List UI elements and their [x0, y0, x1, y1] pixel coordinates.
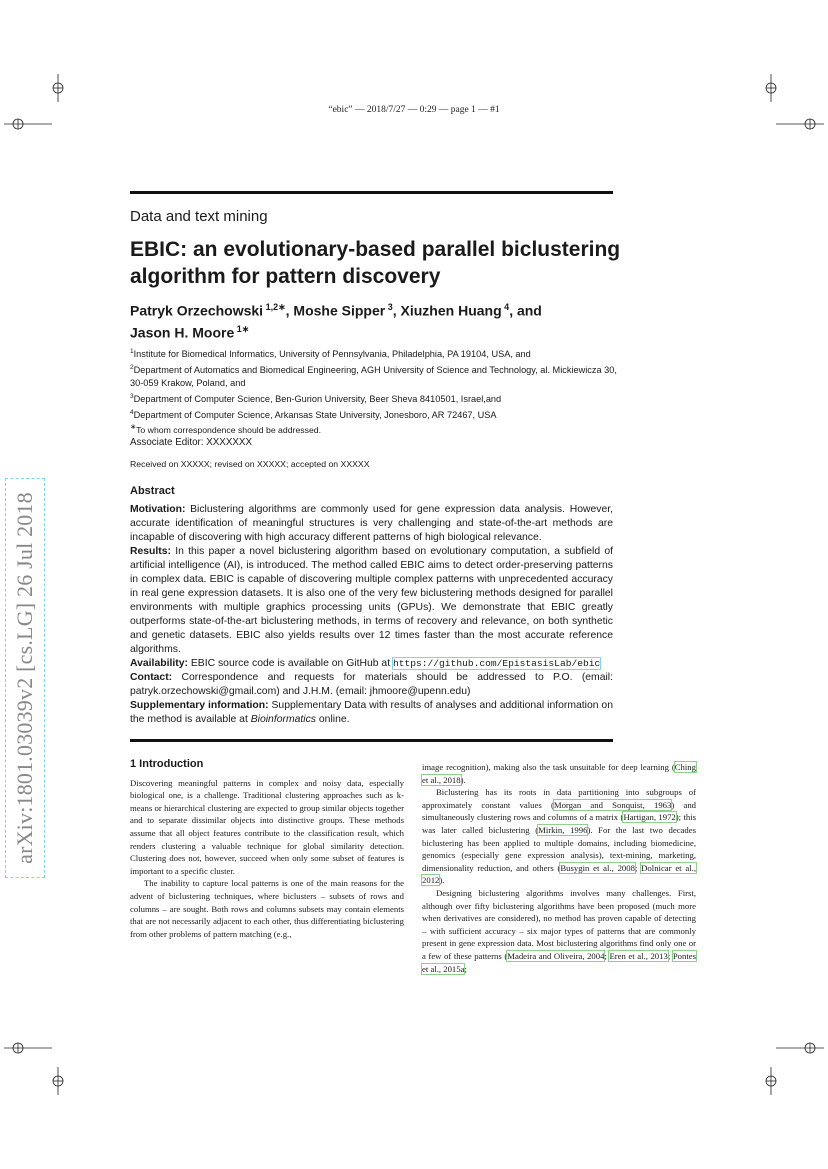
arxiv-stamp-text: arXiv:1801.03039v2 [cs.LG] 26 Jul 2018	[12, 492, 38, 864]
crop-mark-top-left-upper	[44, 74, 72, 102]
section-rule	[130, 739, 613, 742]
crop-mark-bottom-left-side	[4, 1034, 32, 1062]
abstract-supplementary: Supplementary information: Supplementary Data with results of analyses and additional information on the method is available at Bioinformatics online.	[130, 700, 613, 725]
paragraph: Biclustering has its roots in data partitioning into subgroups of approximately constant values (Morgan and Sonquist, 1963) and simultaneously clustering rows and columns of a matrix (Hartigan, 1972); this was later called biclustering (Mirkin, 1996). For the last two decades biclustering has been applied to multiple domains, including biomedicine, genomics (especially gene expression analysis), text-mining, marketing, dimensionality reduction, and others (Busygin et al., 2008; Dolnicar et al., 2012).	[422, 787, 697, 886]
left-column	[130, 758, 404, 940]
affiliation: $^1$Institute for Biomedical Informatics, University of Pennsylvania, Philadelphia, PA 19104, USA, and	[130, 348, 531, 360]
affiliation-list	[130, 345, 620, 422]
citation-link[interactable]: Pontes et al., 2015a	[422, 950, 697, 974]
abstract-motivation: Motivation: Biclustering algorithms are commonly used for gene expression data analysis. However, accurate identification of meaningful structures is very challenging and state-of-the-art methods are incapable of discovering with high accuracy different patterns of high biological relevance.	[130, 504, 614, 543]
top-rule	[130, 191, 613, 194]
abstract-availability: Availability: EBIC source code is available on GitHub at https://github.com/EpistasisLab/ebic	[130, 658, 601, 669]
title-line-1: EBIC: an evolutionary-based parallel biclustering	[130, 238, 621, 261]
crop-mark-bottom-right-lower	[757, 1067, 785, 1095]
received-dates: Received on XXXXX; revised on XXXXX; accepted on XXXXX	[130, 459, 370, 469]
title-line-2: algorithm for pattern discovery	[130, 265, 441, 288]
section-label: Data and text mining	[130, 208, 268, 225]
paragraph: The inability to capture local patterns is one of the main reasons for the advent of biclustering techniques, where biclusters – subsets of rows and columns – are sought. Both rows and columns subsets may contain elements that are not necessarily adjacent to each other, thus differentiating biclustering from other problems of pattern matching (e.g.,	[130, 878, 404, 939]
right-column	[422, 761, 696, 975]
crop-mark-bottom-left-lower	[44, 1067, 72, 1095]
arxiv-stamp[interactable]	[5, 478, 45, 878]
paragraph: image recognition), making also the task unsuitable for deep learning (Ching et al., 2018).	[422, 762, 696, 785]
author-name: Moshe Sipper	[293, 302, 386, 319]
affiliation: $^2$Department of Automatics and Biomedical Engineering, AGH University of Science and Technology, al. Mickiewicza 30, 30-059 Krakow, Poland, and	[130, 364, 617, 389]
crop-mark-bottom-right-side	[776, 1034, 804, 1062]
author-name: Xiuzhen Huang	[400, 302, 502, 319]
citation-link[interactable]: Ching et al., 2018	[422, 762, 696, 785]
citation-link[interactable]: Eren et al., 2013	[609, 950, 668, 961]
paragraph: Discovering meaningful patterns in complex and noisy data, especially biological one, is a challenge. Traditional clustering approaches such as k-means or hierarchical clustering are expected to group similar objects together and to separate dissimilar objects into distinctive groups. These methods assume that all object features contribute to the classification result, which renders clustering a valuable technique for global similarity detection. Clustering does not, however, succeed when only some subset of features is important to a specific cluster.	[130, 777, 404, 876]
github-link[interactable]: https://github.com/EpistasisLab/ebic	[392, 658, 601, 669]
author-name: Patryk Orzechowski	[130, 302, 264, 319]
citation-link[interactable]: Dolnicar et al., 2012	[422, 862, 696, 886]
running-head: “ebic” — 2018/7/27 — 0:29 — page 1 — #1	[328, 105, 500, 115]
paper-title	[130, 236, 630, 290]
affiliation: $^4$Department of Computer Science, Arkansas State University, Jonesboro, AR 72467, USA	[130, 409, 497, 421]
abstract-body	[130, 503, 613, 727]
abstract-results: Results: In this paper a novel biclustering algorithm based on evolutionary computation, a subfield of artificial intelligence (AI), is introduced. The method called EBIC aims to detect order-preserving patterns in complex data. EBIC is capable of discovering multiple complex patterns with unprecedented accuracy in real gene expression datasets. It is also one of the very few biclustering methods designed for parallel environments with multiple graphics processing units (GPUs). We demonstrate that EBIC greatly outperforms state-of-the-art biclustering methods, in terms of recovery and relevance, on both synthetic and genetic datasets. EBIC also yields results over 12 times faster than the most accurate reference algorithms.	[130, 546, 613, 655]
author-name: Jason H. Moore	[130, 324, 235, 341]
citation-link[interactable]: Morgan and Sonquist, 1963	[553, 799, 672, 810]
correspondence-note: ∗To whom correspondence should be addressed.	[130, 422, 322, 435]
crop-mark-top-right-upper	[757, 74, 785, 102]
affiliation: $^3$Department of Computer Science, Ben-Gurion University, Beer Sheva 8410501, Israel,and	[130, 393, 502, 405]
citation-link[interactable]: Madeira and Oliveira, 2004	[507, 950, 605, 961]
intro-heading: 1 Introduction	[130, 758, 204, 770]
citation-link[interactable]: Busygin et al., 2008	[560, 862, 635, 873]
author-list: Patryk Orzechowski $^{1,2∗}$, Moshe Sipper $^3$, Xiuzhen Huang $^4$, and Jason H. Moore $^{1∗}$	[130, 302, 542, 341]
paragraph: Designing biclustering algorithms involves many challenges. First, although over fifty biclustering algorithms have been proposed (much more when derivatives are considered), no method has proven capable of detecting – with sufficient accuracy – six major types of patterns that are commonly present in gene expression data. Most biclustering algorithms find only one or a few of these patterns (Madeira and Oliveira, 2004; Eren et al., 2013; Pontes et al., 2015a;	[422, 887, 697, 974]
abstract-heading: Abstract	[130, 485, 175, 497]
associate-editor: Associate Editor: XXXXXXX	[130, 437, 252, 448]
citation-link[interactable]: Mirkin, 1996	[538, 824, 588, 835]
citation-link[interactable]: Hartigan, 1972	[623, 812, 676, 823]
abstract-contact: Contact: Correspondence and requests for materials should be addressed to P.O. (email: patryk.orzechowski@gmail.com) and J.H.M. (email: jhmoore@upenn.edu)	[130, 672, 613, 697]
